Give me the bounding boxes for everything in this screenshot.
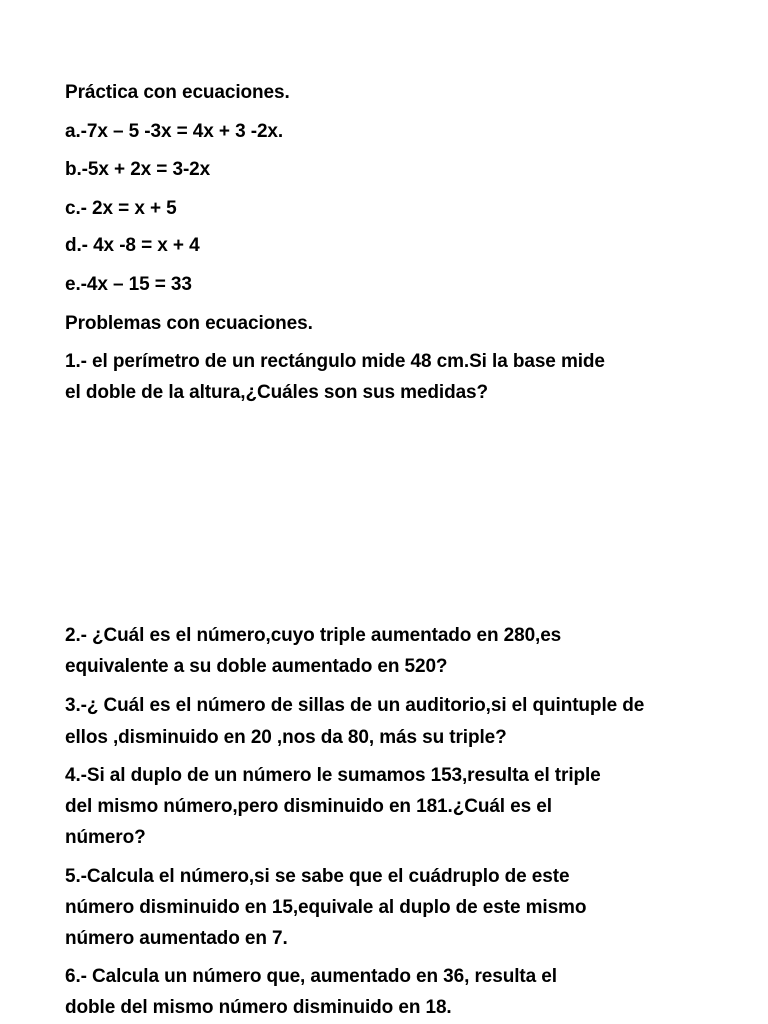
problems-heading: Problemas con ecuaciones. [65, 313, 313, 334]
problem-3-line-1: 3.-¿ Cuál es el número de sillas de un auditorio,si el quintuple de [65, 695, 645, 716]
problem-2-line-2: equivalente a su doble aumentado en 520? [65, 656, 448, 677]
problem-1-line-2: el doble de la altura,¿Cuáles son sus medidas? [65, 382, 489, 403]
problem-4-line-2: del mismo número,pero disminuido en 181.¿Cuál es el [65, 796, 552, 817]
equation-c: c.- 2x = x + 5 [65, 198, 177, 219]
problem-6-line-1: 6.- Calcula un número que, aumentado en 36, resulta el [65, 966, 557, 987]
problem-6-line-2: doble del mismo número disminuido en 18. [65, 997, 452, 1018]
problem-5-line-3: número aumentado en 7. [65, 928, 288, 949]
problem-4-line-3: número? [65, 827, 146, 848]
equation-b: b.-5x + 2x = 3-2x [65, 159, 211, 180]
problem-1-line-1: 1.- el perímetro de un rectángulo mide 48 cm.Si la base mide [65, 351, 605, 372]
problem-5-line-1: 5.-Calcula el número,si se sabe que el cuádruplo de este [65, 866, 570, 887]
page-title: Práctica con ecuaciones. [65, 82, 290, 103]
equation-a: a.-7x – 5 -3x = 4x + 3 -2x. [65, 121, 284, 142]
problem-2-line-1: 2.- ¿Cuál es el número,cuyo triple aumentado en 280,es [65, 625, 562, 646]
equation-e: e.-4x – 15 = 33 [65, 274, 192, 295]
problem-5-line-2: número disminuido en 15,equivale al duplo de este mismo [65, 897, 587, 918]
equation-d: d.- 4x -8 = x + 4 [65, 235, 200, 256]
problem-4-line-1: 4.-Si al duplo de un número le sumamos 153,resulta el triple [65, 765, 601, 786]
problem-3-line-2: ellos ,disminuido en 20 ,nos da 80, más su triple? [65, 727, 507, 748]
